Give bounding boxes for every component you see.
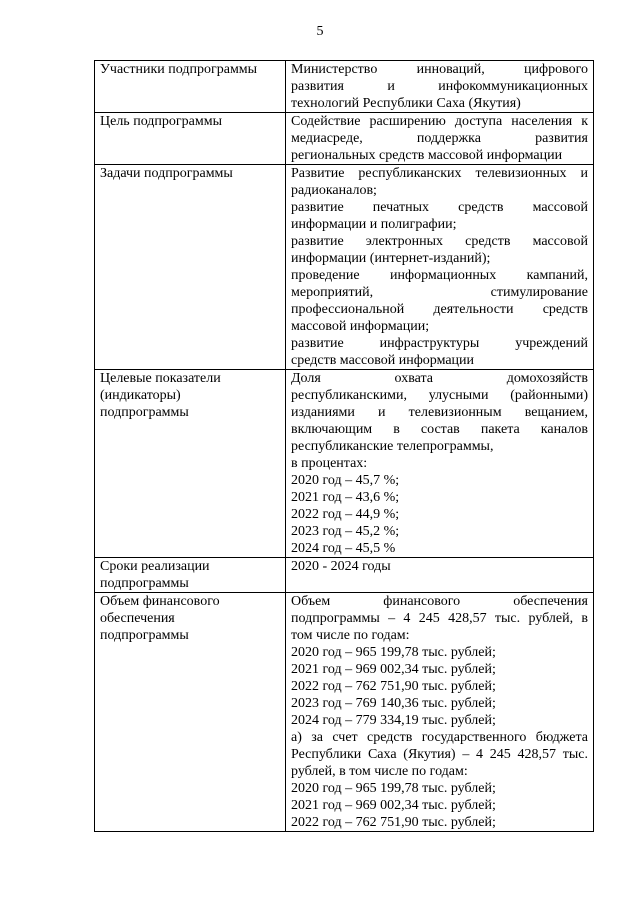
label-line: Участники подпрограммы (100, 62, 258, 77)
value-line: 2022 год – 762 751,90 тыс. рублей; (291, 815, 496, 830)
value-line: средств массовой информации (291, 353, 475, 368)
value-line: изданиями и телевизионным вещанием, (291, 405, 588, 420)
value-line: том числе по годам: (291, 628, 410, 643)
value-line: Развитие республиканских телевизионных и (291, 166, 588, 181)
value-line: 2022 год – 762 751,90 тыс. рублей; (291, 679, 496, 694)
row-label-timeframe (95, 558, 286, 593)
value-line: 2020 - 2024 годы (291, 559, 391, 574)
row-value-goal (286, 113, 594, 165)
row-label-indicators (95, 370, 286, 558)
table-row (95, 61, 594, 113)
label-line: обеспечения (100, 611, 175, 626)
value-line: 2020 год – 965 199,78 тыс. рублей; (291, 645, 496, 660)
value-line: рублей, в том числе по годам: (291, 764, 468, 779)
label-line: Задачи подпрограммы (100, 166, 233, 181)
value-line: радиоканалов; (291, 183, 377, 198)
value-line: региональных средств массовой информации (291, 148, 563, 163)
row-value-timeframe (286, 558, 594, 593)
label-line: подпрограммы (100, 576, 189, 591)
value-line: 2022 год – 44,9 %; (291, 507, 400, 522)
value-line: подпрограммы – 4 245 428,57 тыс. рублей, в (291, 611, 588, 626)
table-row (95, 165, 594, 370)
value-line: республиканскими, улусными (районными) (291, 388, 588, 403)
value-line: республиканские телепрограммы, (291, 439, 494, 454)
value-line: технологий Республики Саха (Якутия) (291, 96, 521, 111)
row-value-funding (286, 593, 594, 832)
value-line: 2023 год – 769 140,36 тыс. рублей; (291, 696, 496, 711)
value-line: мероприятий, стимулирование (291, 285, 588, 300)
table-row (95, 113, 594, 165)
value-line: в процентах: (291, 456, 368, 471)
label-line: Объем финансового (100, 594, 220, 609)
row-value-participants (286, 61, 594, 113)
row-label-participants (95, 61, 286, 113)
value-line: 2021 год – 43,6 %; (291, 490, 400, 505)
value-line: а) за счет средств государственного бюджета (291, 730, 588, 745)
value-line: развитие электронных средств массовой (291, 234, 588, 249)
value-line: 2023 год – 45,2 %; (291, 524, 400, 539)
page-number: 5 (316, 24, 324, 39)
row-label-tasks (95, 165, 286, 370)
row-value-indicators (286, 370, 594, 558)
label-line: Целевые показатели (100, 371, 221, 386)
value-line: медиасреде, поддержка развития (291, 131, 588, 146)
value-line: информации (интернет-изданий); (291, 251, 491, 266)
value-line: развитие инфраструктуры учреждений (291, 336, 588, 351)
value-line: включающим в состав пакета каналов (291, 422, 588, 437)
row-label-funding (95, 593, 286, 832)
table-row (95, 593, 594, 832)
value-line: Доля охвата домохозяйств (291, 371, 588, 386)
value-line: Содействие расширению доступа населения к (291, 114, 588, 129)
value-line: 2021 год – 969 002,34 тыс. рублей; (291, 798, 496, 813)
row-value-tasks (286, 165, 594, 370)
table-row (95, 558, 594, 593)
label-line: подпрограммы (100, 405, 189, 420)
value-line: 2020 год – 45,7 %; (291, 473, 400, 488)
value-line: развитие печатных средств массовой (291, 200, 588, 215)
row-label-goal (95, 113, 286, 165)
label-line: Сроки реализации (100, 559, 210, 574)
table-row (95, 370, 594, 558)
value-line: профессиональной деятельности средств (291, 302, 588, 317)
subprogram-passport-table (94, 60, 594, 832)
value-line: 2021 год – 969 002,34 тыс. рублей; (291, 662, 496, 677)
value-line: массовой информации; (291, 319, 430, 334)
value-line: 2024 год – 45,5 % (291, 541, 396, 556)
value-line: информации и полиграфии; (291, 217, 457, 232)
value-line: 2020 год – 965 199,78 тыс. рублей; (291, 781, 496, 796)
label-line: (индикаторы) (100, 388, 181, 403)
value-line: развития и инфокоммуникационных (291, 79, 588, 94)
value-line: проведение информационных кампаний, (291, 268, 588, 283)
label-line: Цель подпрограммы (100, 114, 222, 129)
value-line: Министерство инноваций, цифрового (291, 62, 588, 77)
value-line: Республики Саха (Якутия) – 4 245 428,57 тыс. (291, 747, 588, 762)
value-line: Объем финансового обеспечения (291, 594, 588, 609)
value-line: 2024 год – 779 334,19 тыс. рублей; (291, 713, 496, 728)
label-line: подпрограммы (100, 628, 189, 643)
